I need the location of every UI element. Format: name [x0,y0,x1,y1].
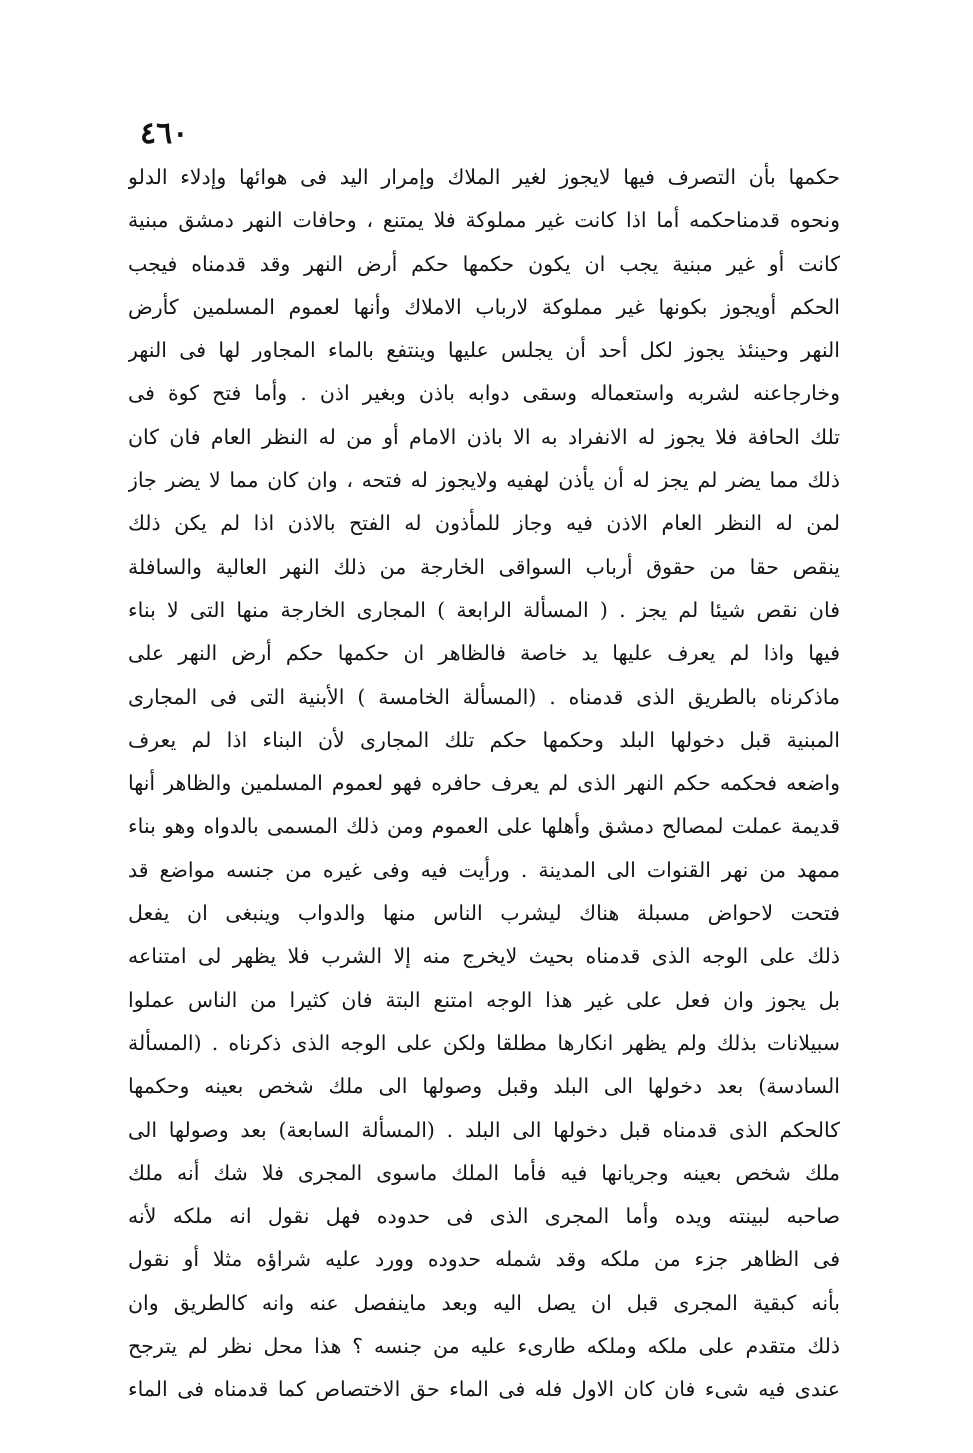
text-line: فتحت لاحواض مسبلة هناك ليشرب الناس منها والدواب وينبغى ان يفعل [128,901,840,926]
text-line: السادسة) بعد دخولها الى البلد وقبل وصولها الى ملك شخص بعينه وحكمها [128,1074,840,1099]
text-line: المبنية قبل دخولها البلد وحكمها حكم تلك المجارى لأن البناء اذا لم يعرف [128,727,840,752]
text-line: ذلك مما يضر لم يجز له أن يأذن لهفيه ولايجوز له فتحه ، وان كان مما لا يضر جاز [128,468,840,493]
text-line: حكمها بأن التصرف فيها لايجوز لغير الملاك وإمرار اليد فى هوائها وإدلاء الدلو [128,165,840,189]
text-line: سبيلانات بذلك ولم يظهر انكارها مطلقا ولكن على الوجه الذى ذكرناه . (المسألة [128,1030,840,1055]
text-line: صاحبه لبينته ويده وأما المجرى الذى فى حدوده فهل نقول انه ملكه لأنه [128,1204,840,1229]
text-line: ذلك متقدم على ملكه وملكه طارىء عليه من جنسه ؟ هذا محل نظر لم يترجح [128,1334,840,1359]
text-line: ممهد من نهر القنوات الى المدينة . ورأيت فيه وفى غيره من جنسه مواضع قد [128,857,840,882]
text-line: عندى فيه شىء فان كان الاول فله فى الماء حق الاختصاص كما قدمناه فى الماء [128,1377,840,1402]
text-line: كالحكم الذى قدمناه قبل دخولها الى البلد . (المسألة السابعة) بعد وصولها الى [128,1117,840,1142]
text-line: واضعه فحكمه حكم النهر الذى لم يعرف حافره فهو لعموم المسلمين والظاهر أنها [128,771,840,796]
text-line: بأنه كبقية المجرى قبل ان يصل اليه وبعد ماينفصل عنه وانه كالطريق وان [128,1290,840,1315]
text-line: قديمة عملت لمصالح دمشق وأهلها على العموم ومن ذلك المسمى بالدواه وهو بناء [128,814,840,839]
text-line: تلك الحافة فلا يجوز له الانفراد به الا باذن الامام أو من له النظر العام فان كان [128,424,840,449]
text-line: كانت أو غير مبنية يجب ان يكون حكمها حكم أرض النهر وقد قدمناه فيجب [128,251,840,276]
text-line: ذلك على الوجه الذى قدمناه بحيث لايخرج منه إلا الشرب فلا يظهر لى امتناعه [128,944,840,969]
text-line: الحكم أويجوز بكونها غير مملوكة لارباب الاملاك وأنها لعموم المسلمين كأرض [128,294,840,319]
text-line: ونحوه قدمناحكمه أما اذا كانت غير مملوكة فلا يمتنع ، وحافات النهر دمشق مبنية [128,208,840,233]
text-line: ماذكرناه بالطريق الذى قدمناه . (المسألة الخامسة ) الأبنية التى فى المجارى [128,684,840,709]
text-line: النهر وحينئذ يجوز لكل أحد أن يجلس عليها وينتفع بالماء المجاور لها فى النهر [128,338,840,363]
body-text [128,156,840,1412]
text-line: فان نقص شيئا لم يجز . ( المسألة الرابعة ) المجارى الخارجة منها التى لا بناء [128,597,840,622]
text-line: فى الظاهر جزء من ملكه وقد شمله حدوده وورد عليه شراؤه مثلا أو نقول [128,1247,840,1272]
text-line: لمن له النظر العام الاذن فيه وجاز للمأذون له الفتح بالاذن اذا لم يكن ذلك [128,511,840,536]
text-line: ينقص حقا من حقوق أرباب السواقى الخارجة من ذلك النهر العالية والسافلة [128,554,840,579]
text-line: وخارجاعنه لشربه واستعماله وسقى دوابه باذن وبغير اذن . وأما فتح كوة فى [128,381,840,406]
text-line: فيها واذا لم يعرف عليها يد خاصة فالظاهر ان حكمها حكم أرض النهر على [128,641,840,666]
text-line: ملك شخص بعينه وجريانها فيه فأما الملك ماسوى المجرى فلا شك أنه ملك [128,1160,840,1185]
page-number: ٤٦٠ [140,116,189,151]
text-line: بل يجوز وان فعل على غير هذا الوجه امتنع البتة فان كثيرا من الناس عملوا [128,987,840,1012]
